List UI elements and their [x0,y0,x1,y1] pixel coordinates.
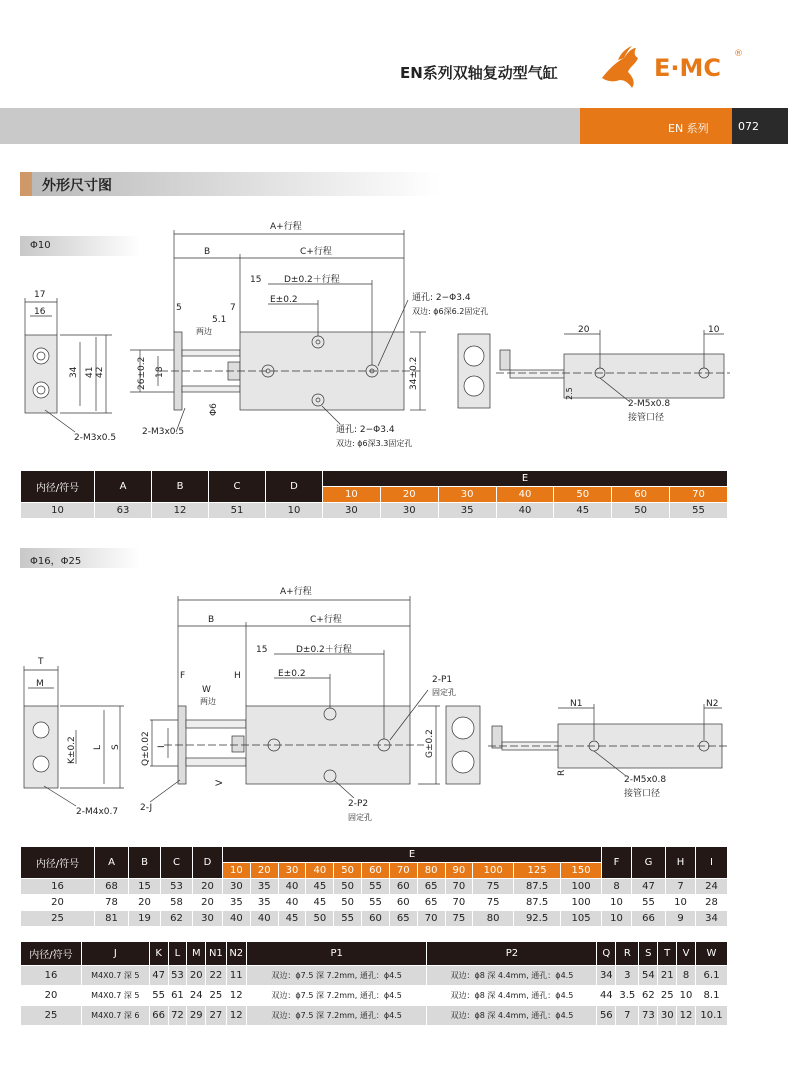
table-cell: 12 [226,986,246,1006]
table-cell: 75 [445,911,473,927]
table-cell: 3 [616,966,639,986]
dim-d-stroke-2: D±0.2＋行程 [296,645,352,655]
horse-icon [602,46,638,88]
dim-20: 20 [578,325,590,335]
page-title: EN系列双轴复动型气缸 [400,64,558,82]
table-row [21,986,728,1006]
table-cell: 80 [473,911,514,927]
table-cell: 58 [161,895,193,911]
table-cell: 35 [250,879,278,895]
dim-w: W [202,685,211,695]
table-cell: 8 [602,879,632,895]
dim-m3-1: 2-M3x0.5 [74,433,117,443]
th-bore: 内径/符号 [21,471,95,503]
dim-7: 7 [230,303,236,313]
table-row [21,966,728,986]
dim-41: 41 [85,366,95,378]
phi16-table-2 [20,941,728,1026]
table-cell: 40 [250,911,278,927]
hole-bot-2: 双边: ϕ6深3.3固定孔 [336,439,413,448]
table-cell: 30 [323,503,381,519]
dim-l: L [93,744,103,750]
table-cell: 45 [554,503,612,519]
port-size: 2-M5x0.8 [628,399,671,409]
table-header-cell: S [639,942,658,966]
table-cell: 40 [223,911,251,927]
th-e-value: 150 [561,863,602,879]
dim-26: 26±0.2 [137,356,147,390]
table-cell: 双边：ϕ7.5 深 7.2mm, 通孔：ϕ4.5 [246,986,426,1006]
table-cell: 45 [306,895,334,911]
dim-34: 34 [69,366,79,378]
table-cell: 50 [334,879,362,895]
table-cell: 25 [658,986,677,1006]
th-e-value: 125 [514,863,561,879]
port-size-2: 2-M5x0.8 [624,775,667,785]
table-cell: 12 [677,1006,696,1026]
table-cell: 72 [168,1006,187,1026]
dim-e: E±0.2 [270,295,298,305]
table-cell: 6.1 [695,966,727,986]
th-e: E [323,471,728,487]
table-cell: 65 [417,895,445,911]
table-cell: 53 [161,879,193,895]
table-header-cell: V [677,942,696,966]
dim-p1-label: 固定孔 [432,688,456,697]
table-cell: 11 [226,966,246,986]
table-cell: 54 [639,966,658,986]
th-e-value: 80 [417,863,445,879]
dim-d-stroke: D±0.2＋行程 [284,275,340,285]
table-cell: 24 [696,879,728,895]
dim-5-1: 5.1 [212,315,227,325]
table-cell: 105 [561,911,602,927]
dim-i: I [157,745,167,748]
table-cell: 55 [670,503,728,519]
table-cell: 21 [658,966,677,986]
table-cell: 65 [389,911,417,927]
table-cell: 22 [206,966,226,986]
dim-15: 15 [250,275,262,285]
phi16-drawing [0,580,788,842]
table-cell: 3.5 [616,986,639,1006]
th-g: G [632,847,666,879]
table-cell: 34 [696,911,728,927]
dim-18: 18 [155,366,165,378]
phi10-table [20,470,728,519]
table-row [21,911,728,927]
table-cell: 44 [597,986,616,1006]
th-b-2: B [129,847,161,879]
table-cell: 40 [278,879,306,895]
table-cell: 65 [417,879,445,895]
phi16-table-1 [20,846,728,927]
port-label-2: 接管口径 [624,789,661,799]
brand-logo [598,42,748,92]
table-cell: 45 [278,911,306,927]
table-cell: 10.1 [695,1006,727,1026]
table-row [21,1006,728,1026]
table-cell: 10 [666,895,696,911]
th-a: A [95,471,152,503]
table-cell: 51 [209,503,266,519]
table-cell: 16 [21,966,82,986]
table-cell: 100 [561,895,602,911]
table-cell: 15 [129,879,161,895]
table-cell: 40 [496,503,554,519]
table-cell: 78 [95,895,129,911]
table-cell: 19 [129,911,161,927]
dim-10: 10 [708,325,720,335]
table-cell: 53 [168,966,187,986]
table-cell: 50 [334,895,362,911]
th-a-2: A [95,847,129,879]
dim-k: K±0.2 [67,736,77,764]
dim-m3-2: 2-M3x0.5 [142,427,185,437]
table-cell: 63 [95,503,152,519]
table-cell: 27 [206,1006,226,1026]
table-cell: 40 [278,895,306,911]
th-e-value: 20 [380,487,438,503]
table-cell: 双边：ϕ8 深 4.4mm, 通孔：ϕ4.5 [427,986,597,1006]
table-header-cell: P2 [427,942,597,966]
dim-j: 2-J [140,803,153,813]
table-cell: 29 [187,1006,206,1026]
dim-phi6: Φ6 [209,403,219,416]
brand-text: E·MC [654,54,722,82]
table-cell: 70 [445,879,473,895]
table-header-cell: N2 [226,942,246,966]
dim-2-5: 2.5 [565,387,574,400]
th-c-2: C [161,847,193,879]
table-cell: 55 [362,895,390,911]
table-cell: 47 [149,966,168,986]
table-cell: 81 [95,911,129,927]
table-cell: 75 [473,895,514,911]
th-bore-2: 内径/符号 [21,847,95,879]
table-header-cell: 内径/符号 [21,942,82,966]
table-cell: 20 [21,986,82,1006]
table-header-cell: M [187,942,206,966]
table-cell: 10 [21,503,95,519]
table-cell: 62 [161,911,193,927]
dim-t: T [38,657,44,667]
table-row [21,879,728,895]
dim-c-stroke-2: C+行程 [310,615,342,625]
table-cell: 50 [612,503,670,519]
table-cell: 30 [223,879,251,895]
th-e-value: 40 [496,487,554,503]
table-cell: 60 [362,911,390,927]
table-cell: 20 [187,966,206,986]
table-cell: 12 [226,1006,246,1026]
th-f: F [602,847,632,879]
th-b: B [152,471,209,503]
dim-16: 16 [34,307,46,317]
th-c: C [209,471,266,503]
dim-n2: N2 [706,699,719,709]
phi16-label: Φ16，Φ25 [20,548,140,568]
table-header-cell: Q [597,942,616,966]
table-header-cell: R [616,942,639,966]
table-cell: 55 [149,986,168,1006]
dim-a-stroke-2: A+行程 [280,587,312,597]
dim-e-2: E±0.2 [278,669,306,679]
table-cell: 87.5 [514,879,561,895]
dim-15-2: 15 [256,645,268,655]
phi10-drawing [0,210,788,470]
table-cell: 55 [632,895,666,911]
dim-c-stroke: C+行程 [300,247,332,257]
th-e-value: 20 [250,863,278,879]
table-cell: 28 [696,895,728,911]
dim-34b: 34±0.2 [409,356,419,390]
dim-a-stroke: A+行程 [270,222,302,232]
table-cell: 35 [438,503,496,519]
dim-both: 两边 [196,327,212,336]
th-e-value: 10 [323,487,381,503]
table-cell: 62 [639,986,658,1006]
table-cell: 30 [193,911,223,927]
th-e-value: 60 [362,863,390,879]
table-cell: M4X0.7 深 5 [81,966,149,986]
table-cell: 30 [658,1006,677,1026]
dim-p1: 2-P1 [432,675,453,685]
table-cell: 92.5 [514,911,561,927]
th-e-value: 30 [438,487,496,503]
port-label: 接管口径 [628,413,665,423]
table-cell: M4X0.7 深 6 [81,1006,149,1026]
table-cell: 双边：ϕ8 深 4.4mm, 通孔：ϕ4.5 [427,1006,597,1026]
dim-17: 17 [34,290,46,300]
table-header-cell: L [168,942,187,966]
th-e-value: 60 [612,487,670,503]
dim-both-2: 两边 [200,697,216,706]
th-h: H [666,847,696,879]
table-row [21,895,728,911]
table-cell: 100 [561,879,602,895]
series-tab [580,108,732,144]
phi10-label: Φ10 [20,236,140,256]
table-header-cell: K [149,942,168,966]
table-cell: 30 [380,503,438,519]
table-cell: 66 [632,911,666,927]
th-d-2: D [193,847,223,879]
table-cell: 12 [152,503,209,519]
table-cell: 20 [129,895,161,911]
dim-v: V [215,779,225,786]
table-cell: 45 [306,879,334,895]
table-header-cell: T [658,942,677,966]
table-cell: 16 [21,879,95,895]
dim-m: M [36,679,44,689]
page-number-box [732,108,788,144]
section-title [20,172,440,196]
dim-42: 42 [95,366,105,378]
table-cell: 25 [21,1006,82,1026]
table-cell: 10 [266,503,323,519]
table-cell: 10 [602,895,632,911]
table-header-cell: N1 [206,942,226,966]
table-cell: 20 [21,895,95,911]
table-cell: 10 [602,911,632,927]
th-i: I [696,847,728,879]
dim-5: 5 [176,303,182,313]
table-row [21,503,728,519]
registered-mark: ® [734,49,743,59]
table-cell: 60 [389,895,417,911]
table-cell: 25 [206,986,226,1006]
dim-s: S [111,744,121,750]
table-cell: 35 [250,895,278,911]
table-header-cell: W [695,942,727,966]
table-cell: 24 [187,986,206,1006]
dim-n1: N1 [570,699,583,709]
th-e-value: 30 [278,863,306,879]
table-cell: 75 [473,879,514,895]
page-number: 072 [738,120,759,133]
table-cell: 25 [21,911,95,927]
table-cell: 73 [639,1006,658,1026]
th-e-value: 50 [554,487,612,503]
table-cell: 双边：ϕ7.5 深 7.2mm, 通孔：ϕ4.5 [246,966,426,986]
table-cell: 35 [223,895,251,911]
dim-q: Q±0.02 [141,731,151,766]
table-cell: 87.5 [514,895,561,911]
th-e-2: E [223,847,602,863]
dim-p2-label: 固定孔 [348,813,372,822]
table-header-cell: P1 [246,942,426,966]
table-cell: 双边：ϕ7.5 深 7.2mm, 通孔：ϕ4.5 [246,1006,426,1026]
table-cell: 34 [597,966,616,986]
table-cell: 61 [168,986,187,1006]
th-e-value: 90 [445,863,473,879]
table-header-cell: J [81,942,149,966]
table-cell: 47 [632,879,666,895]
table-cell: 20 [193,879,223,895]
series-label: EN 系列 [668,122,709,135]
table-cell: 50 [306,911,334,927]
table-cell: 56 [597,1006,616,1026]
table-cell: 60 [389,879,417,895]
table-cell: 70 [445,895,473,911]
dim-m4: 2-M4x0.7 [76,807,119,817]
table-cell: 70 [417,911,445,927]
th-e-value: 70 [670,487,728,503]
table-cell: 68 [95,879,129,895]
th-e-value: 10 [223,863,251,879]
table-cell: 9 [666,911,696,927]
hole-bot-1: 通孔: 2−Φ3.4 [336,425,395,435]
table-cell: 双边：ϕ8 深 4.4mm, 通孔：ϕ4.5 [427,966,597,986]
table-cell: 8.1 [695,986,727,1006]
th-e-value: 100 [473,863,514,879]
table-cell: M4X0.7 深 5 [81,986,149,1006]
dim-r: R [557,769,567,776]
section-title-text: 外形尺寸图 [42,178,112,194]
dim-f: F [180,671,186,681]
table-cell: 20 [193,895,223,911]
table-cell: 7 [616,1006,639,1026]
table-cell: 55 [334,911,362,927]
hole-top-2: 双边: ϕ6深6.2固定孔 [412,307,489,316]
th-d: D [266,471,323,503]
dim-p2: 2-P2 [348,799,369,809]
table-cell: 66 [149,1006,168,1026]
dim-b: B [204,247,211,257]
table-cell: 55 [362,879,390,895]
dim-g: G±0.2 [425,729,435,758]
table-cell: 10 [677,986,696,1006]
th-e-value: 50 [334,863,362,879]
th-e-value: 70 [389,863,417,879]
hole-top-1: 通孔: 2−Φ3.4 [412,293,471,303]
dim-b-2: B [208,615,215,625]
th-e-value: 40 [306,863,334,879]
dim-h: H [234,671,241,681]
table-cell: 8 [677,966,696,986]
table-cell: 7 [666,879,696,895]
